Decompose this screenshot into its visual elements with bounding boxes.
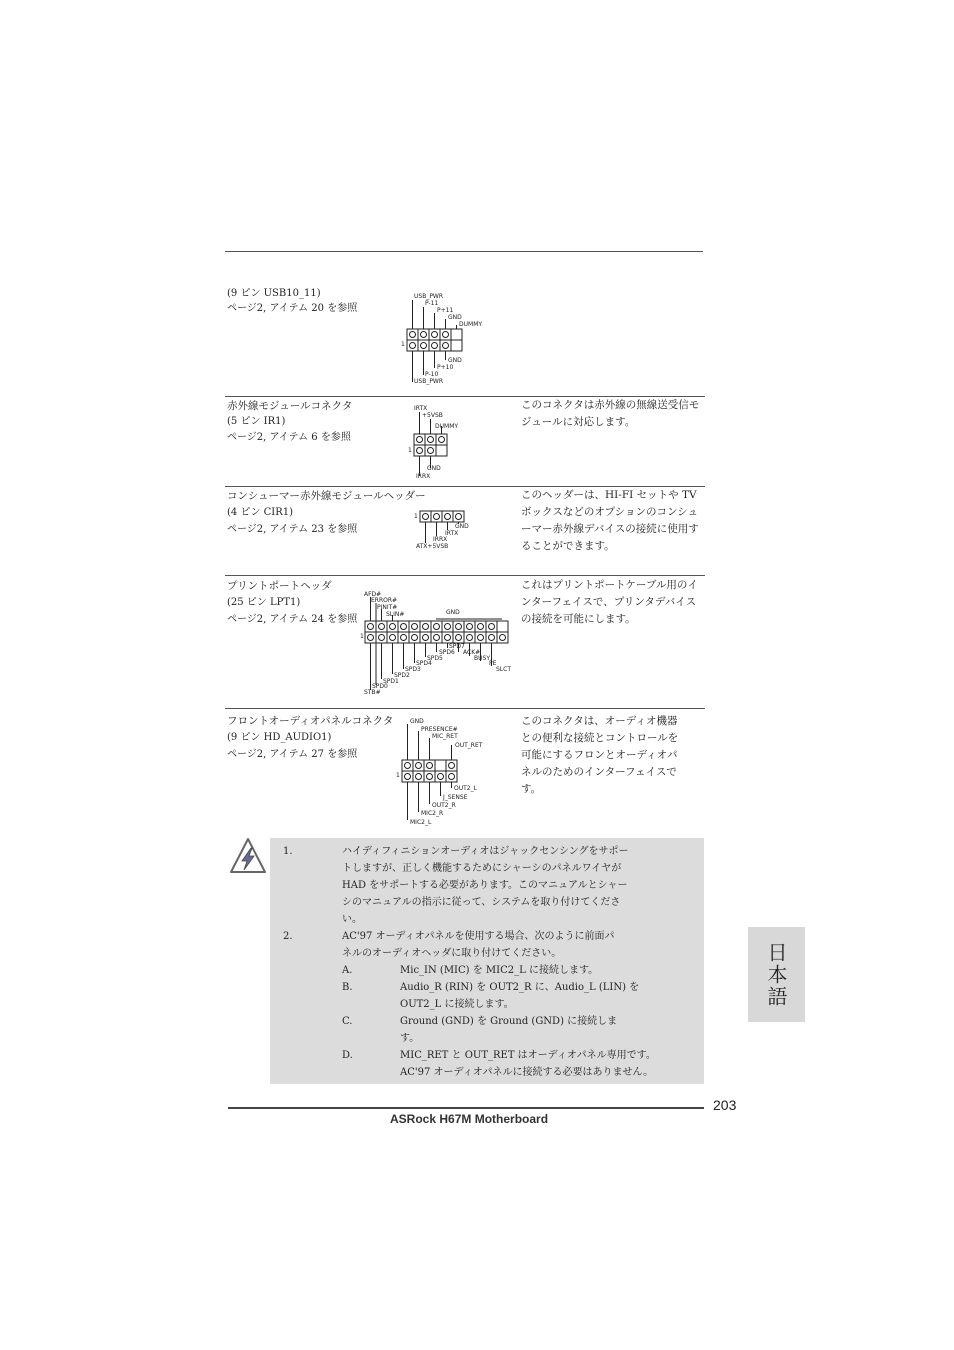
usb-pin-label: USB_PWR bbox=[414, 378, 444, 385]
note-subitem-line: Mic_IN (MIC) を MIC2_L に接続します。 bbox=[400, 965, 599, 976]
usb-pin-label: P-11 bbox=[425, 300, 439, 307]
lpt-pin-label: SPD4 bbox=[416, 660, 432, 667]
usb-spec: (9 ピン USB10_11) bbox=[227, 288, 321, 299]
note-subitem-letter: C. bbox=[342, 1016, 353, 1027]
cir-pin-label: GND bbox=[455, 523, 469, 530]
usb-ref: ページ2, アイテム 20 を参照 bbox=[227, 303, 358, 314]
usb-pin-label: DUMMY bbox=[459, 321, 483, 328]
cir-pin-label: IRTX bbox=[445, 530, 459, 537]
audio-pin-label: PRESENCE# bbox=[421, 726, 458, 733]
footer-title: ASRock H67M Motherboard bbox=[390, 1112, 549, 1126]
section-divider bbox=[225, 575, 705, 576]
ir-description: このコネクタは赤外線の無線送受信モジュールに対応します。 bbox=[521, 399, 700, 428]
cir-pin-label: ATX+5VSB bbox=[416, 543, 449, 550]
audio-pin1-marker: 1 bbox=[396, 772, 400, 779]
lpt-pin-label: SLIN# bbox=[386, 611, 405, 618]
audio-title: フロントオーディオパネルコネクタ bbox=[227, 715, 394, 727]
audio-spec: (9 ピン HD_AUDIO1) bbox=[227, 732, 332, 743]
lpt-pin-label: ERROR# bbox=[371, 597, 398, 604]
lpt-pin-label: BUSY bbox=[474, 655, 490, 662]
lpt-pin-label: SPD2 bbox=[394, 672, 410, 679]
usb-pin1-marker: 1 bbox=[401, 341, 405, 348]
note-subitem-line: Ground (GND) を Ground (GND) に接続しま bbox=[400, 1016, 618, 1027]
lpt-pin-label: AFD# bbox=[364, 591, 382, 598]
lpt-pin-label: SLCT bbox=[496, 666, 512, 673]
lpt-pin-label: GND bbox=[446, 609, 460, 616]
ir-ref: ページ2, アイテム 6 を参照 bbox=[227, 432, 351, 443]
cir-pin-label: IRRX bbox=[433, 536, 448, 543]
cir-description: このヘッダーは、HI-FI セットや TV ボックスなどのオプションのコンシューマー赤外線デバイスの接続に使用することができます。 bbox=[521, 489, 699, 552]
ir-pin-label: IRTX bbox=[414, 405, 428, 412]
ir-pin1-marker: 1 bbox=[408, 447, 412, 454]
ir-pin-label: IRRX bbox=[416, 473, 431, 480]
note-item-line: ハイディフィニションオーディオはジャックセンシングをサポー bbox=[342, 846, 629, 857]
note-subitem-letter: B. bbox=[342, 982, 353, 993]
ir-pin-label: +5VSB bbox=[422, 412, 443, 419]
lpt-pin1-marker: 1 bbox=[360, 633, 364, 640]
lpt-pin-label: SPD7 bbox=[449, 643, 465, 650]
audio-pin-label: J_SENSE bbox=[443, 794, 468, 801]
note-item-line: AC'97 オーディオパネルを使用する場合、次のように前面パ bbox=[342, 931, 615, 942]
audio-pin-label: MIC2_L bbox=[410, 819, 432, 826]
note-subitem-line: Audio_R (RIN) を OUT2_R に、Audio_L (LIN) を bbox=[400, 982, 640, 993]
page-number: 203 bbox=[713, 1097, 737, 1113]
usb-pin-label: P+10 bbox=[437, 364, 454, 371]
audio-pin-label: MIC2_R bbox=[421, 810, 444, 817]
audio-pin-label: OUT2_R bbox=[432, 802, 456, 809]
audio-ref: ページ2, アイテム 27 を参照 bbox=[227, 749, 358, 760]
ir-connector-diagram bbox=[412, 408, 472, 483]
note-item-line: シのマニュアルの指示に従って、システムを取り付けてくださ bbox=[342, 897, 621, 908]
lpt-title: プリントポートヘッダ bbox=[227, 580, 332, 592]
note-item-number: 2. bbox=[283, 931, 293, 942]
note-subitem-letter: D. bbox=[342, 1050, 353, 1061]
lpt-pin-label: SPD6 bbox=[439, 649, 455, 656]
caution-icon bbox=[228, 836, 268, 876]
usb-pin-label: P+11 bbox=[437, 307, 454, 314]
lpt-pin-label: SPD3 bbox=[405, 666, 421, 673]
footer-rule bbox=[228, 1107, 704, 1109]
lpt-ref: ページ2, アイテム 24 を参照 bbox=[227, 614, 358, 625]
lpt-spec: (25 ピン LPT1) bbox=[227, 597, 301, 608]
note-subitem-line: MIC_RET と OUT_RET はオーディオパネル専用です。 bbox=[400, 1050, 656, 1061]
note-subitem-line: AC'97 オーディオパネルに接続する必要はありません。 bbox=[400, 1067, 654, 1078]
section-divider bbox=[225, 708, 705, 709]
ir-pin-label: DUMMY bbox=[435, 423, 459, 430]
note-subitem-letter: A. bbox=[342, 965, 353, 976]
audio-pin-label: OUT2_L bbox=[454, 785, 477, 792]
lpt-description: これはプリントポートケーブル用のインターフェイスで、プリンタデバイスの接続を可能にします。 bbox=[521, 579, 698, 625]
note-item-line: HAD をサポートする必要があります。このマニュアルとシャー bbox=[342, 880, 628, 891]
audio-pin-label: GND bbox=[410, 718, 424, 725]
lpt-pin-label: SPD1 bbox=[383, 678, 399, 685]
usb-pin-label: P-10 bbox=[425, 371, 439, 378]
audio-pin-label: MIC_RET bbox=[432, 733, 458, 740]
cir-pin1-marker: 1 bbox=[414, 513, 418, 520]
language-tab bbox=[748, 927, 805, 1022]
note-item-number: 1. bbox=[283, 846, 293, 857]
audio-description: このコネクタは、オーディオ機器との便利な接続とコントロールを可能にするフロンとオーディオパネルのためのインターフェイスです。 bbox=[521, 715, 679, 795]
ir-title: 赤外線モジュールコネクタ bbox=[227, 400, 353, 412]
lpt-pin-label: ACK# bbox=[463, 649, 481, 656]
language-tab-label: 日本語 bbox=[764, 941, 788, 1008]
audio-pin-label: OUT_RET bbox=[455, 742, 483, 749]
note-box bbox=[270, 838, 704, 1084]
cir-title: コンシューマー赤外線モジュールヘッダー bbox=[227, 490, 426, 502]
lpt-pin-label: PE bbox=[489, 660, 497, 667]
ir-pin-label: GND bbox=[427, 465, 441, 472]
note-item-line: い。 bbox=[342, 914, 362, 925]
note-subitem-line: す。 bbox=[400, 1033, 420, 1044]
usb-pin-label: GND bbox=[448, 357, 462, 364]
lpt-pin-label: SPD0 bbox=[372, 683, 388, 690]
usb-pin-label: USB_PWR bbox=[414, 293, 444, 300]
note-item-line: ネルのオーディオヘッダに取り付けてください。 bbox=[342, 948, 562, 959]
note-subitem-line: OUT2_L に接続します。 bbox=[400, 999, 514, 1010]
lpt-pin-label: STB# bbox=[364, 689, 381, 696]
lpt-pin-label: PINIT# bbox=[377, 604, 398, 611]
note-item-line: トしますが、正しく機能するためにシャーシのパネルワイヤが bbox=[342, 863, 622, 874]
usb-pin-label: GND bbox=[448, 314, 462, 321]
ir-spec: (5 ピン IR1) bbox=[227, 416, 286, 427]
cir-ref: ページ2, アイテム 23 を参照 bbox=[227, 524, 358, 535]
cir-spec: (4 ピン CIR1) bbox=[227, 507, 294, 518]
lpt-pin-label: SPD5 bbox=[427, 655, 443, 662]
top-rule bbox=[225, 251, 703, 252]
